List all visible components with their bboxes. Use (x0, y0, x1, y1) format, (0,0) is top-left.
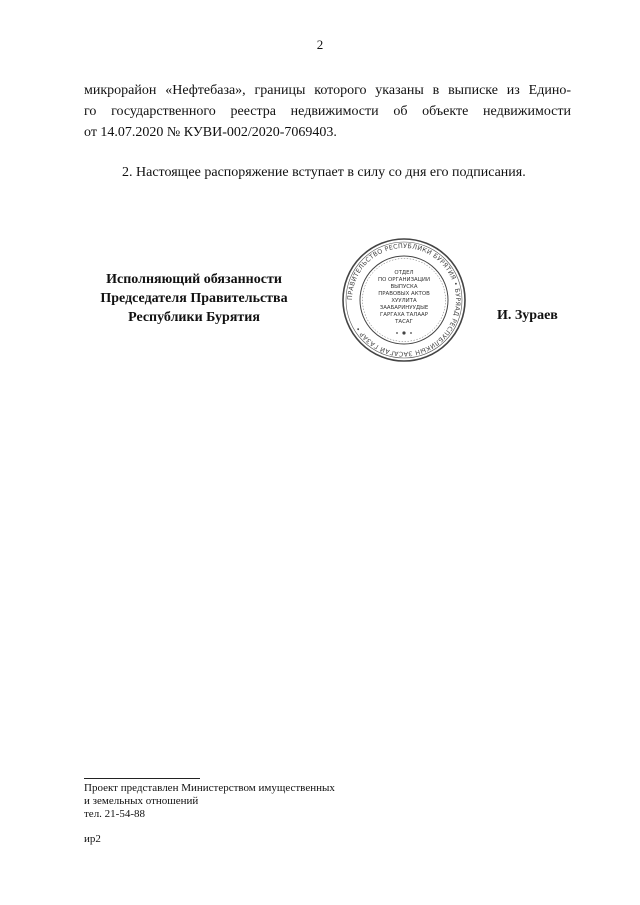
signatory-name: И. Зураев (497, 308, 558, 323)
footer-note-line: и земельных отношений (84, 795, 199, 807)
seal-inner-line: ВЫПУСКА (390, 284, 418, 290)
paragraph-1 (84, 80, 571, 143)
paragraph-1-line: от 14.07.2020 № КУВИ-002/2020-7069403. (84, 125, 337, 140)
page-number: 2 (316, 37, 324, 52)
seal-inner-line: ПРАВОВЫХ АКТОВ (378, 291, 430, 297)
footer-divider (84, 778, 200, 779)
footer-note (84, 782, 335, 821)
seal-inner-line: ЗААБАРИНУУДЫЕ (379, 305, 429, 311)
footer-note-line: тел. 21-54-88 (84, 808, 146, 820)
paragraph-1-line: го государственного реестра недвижимости об объекте недвижимости (84, 104, 571, 119)
paragraph-1-line: микрорайон «Нефтебаза», границы которого указаны в выписке из Едино- (84, 83, 571, 98)
signatory-title (84, 270, 304, 327)
document-code: ир2 (84, 833, 101, 845)
signatory-title-line: Республики Бурятия (128, 310, 260, 325)
seal-inner-line: ГАРГАХА ТАЛААР (380, 312, 428, 318)
signatory-title-line: Исполняющий обязанности (106, 272, 282, 287)
footer-note-line: Проект представлен Министерством имущественных (84, 782, 335, 794)
paragraph-2: 2. Настоящее распоряжение вступает в силу со дня его подписания. (122, 165, 526, 180)
seal-inner-line: ОТДЕЛ (394, 270, 414, 276)
seal-inner-line: ХУУЛИТА (391, 298, 417, 304)
official-seal-stamp (341, 237, 467, 363)
seal-inner-line: ПО ОРГАНИЗАЦИИ (378, 277, 430, 283)
seal-outer-text: ПРАВИТЕЛЬСТВО РЕСПУБЛИКИ БУРЯТИЯ • БУРЯАД РЕСПУБЛИКЫН ЗАСАГАЙ ГАЗАР • (346, 242, 462, 358)
signatory-title-line: Председателя Правительства (100, 291, 288, 306)
seal-inner-line: ТАСАГ (395, 319, 413, 325)
